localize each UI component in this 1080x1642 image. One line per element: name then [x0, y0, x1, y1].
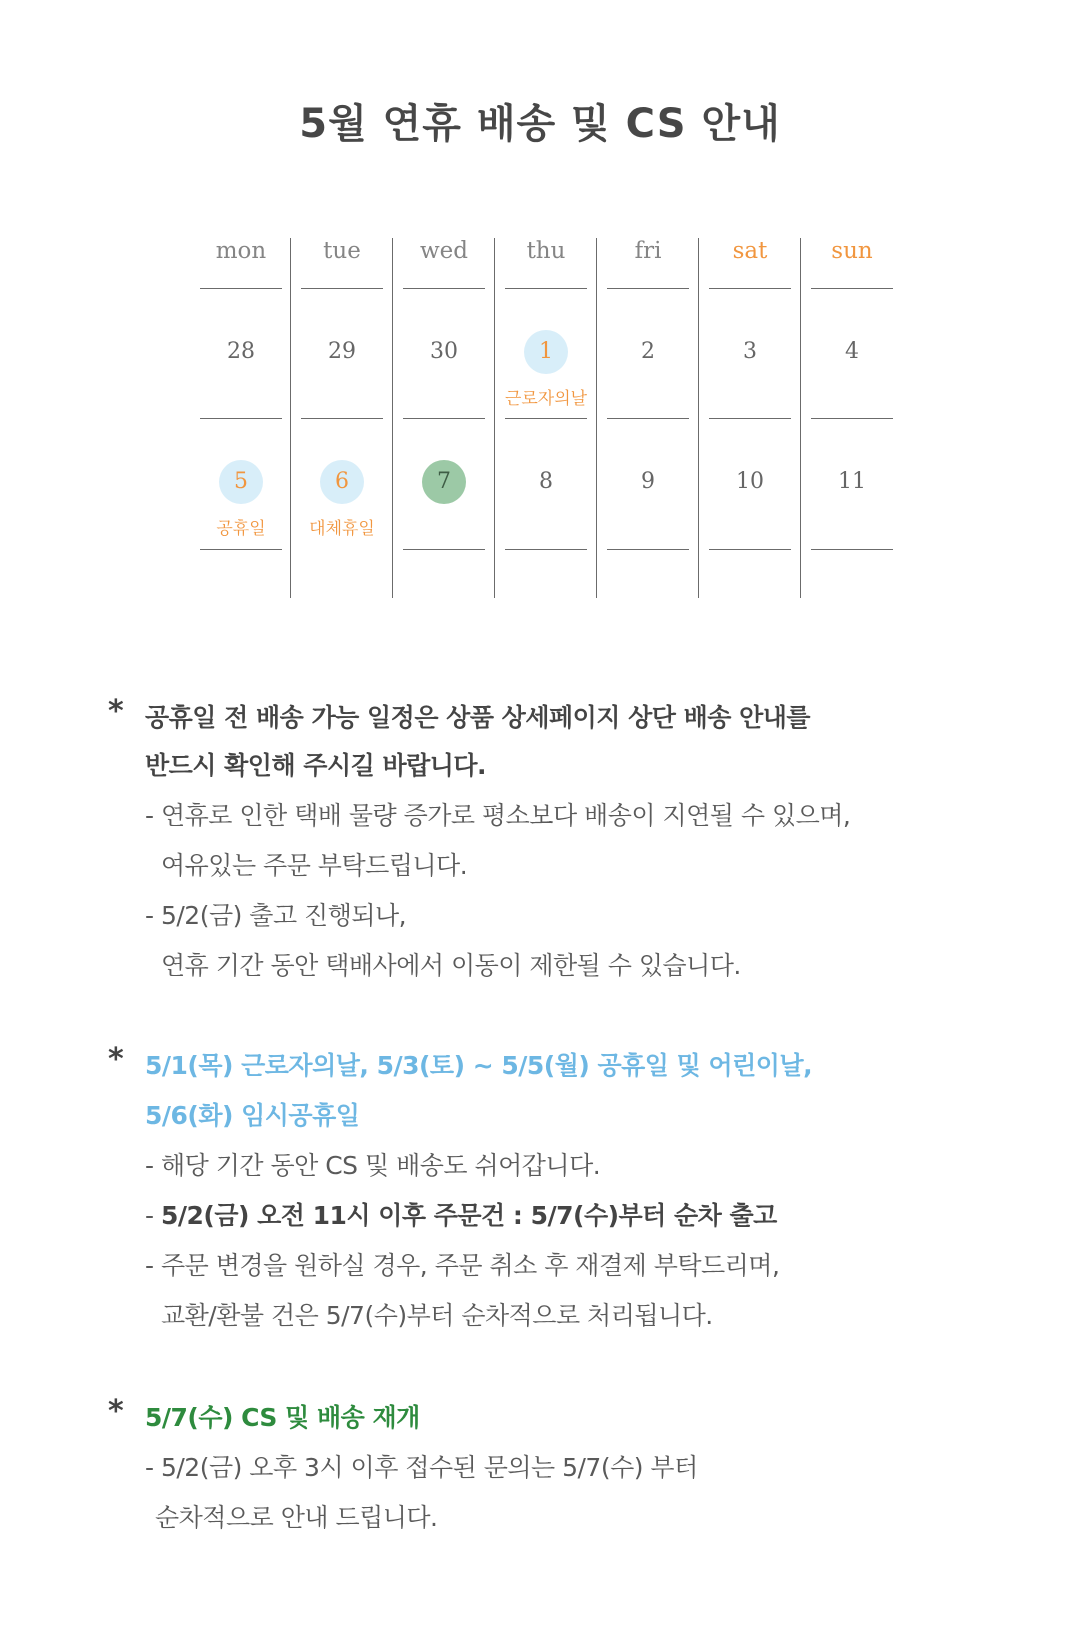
day-header-thu: thu	[526, 238, 566, 264]
date-29: 29	[328, 339, 356, 364]
notice-2-line-1: 5/1(목) 근로자의날, 5/3(토) ~ 5/5(월) 공휴일 및 어린이날,	[145, 1051, 813, 1080]
row-divider	[200, 288, 282, 289]
notice-2-line-4-emphasis: 5/2(금) 오전 11시 이후 주문건 : 5/7(수)부터 순차 출고	[160, 1201, 777, 1230]
day-header-sat: sat	[732, 238, 768, 264]
holiday-label-labor-day: 근로자의날	[504, 389, 588, 409]
day-column-thu	[495, 238, 597, 598]
holiday-label-public: 공휴일	[216, 519, 266, 539]
bullet-dash: -	[145, 1201, 161, 1230]
row-divider	[301, 288, 383, 289]
asterisk-icon: *	[108, 694, 124, 729]
notice-1-line-3: - 연휴로 인한 택배 물량 증가로 평소보다 배송이 지연될 수 있으며,	[145, 801, 851, 830]
date-1-holiday: 1	[524, 330, 568, 374]
date-30: 30	[430, 339, 458, 364]
row-divider	[811, 288, 893, 289]
day-header-tue: tue	[323, 238, 361, 264]
notice-3-line-2: - 5/2(금) 오후 3시 이후 접수된 문의는 5/7(수) 부터	[145, 1453, 698, 1482]
date-4: 4	[845, 339, 859, 364]
row-divider	[403, 549, 485, 550]
notice-1-line-6: 연휴 기간 동안 택배사에서 이동이 제한될 수 있습니다.	[161, 951, 741, 980]
day-column-fri	[597, 238, 699, 598]
date-10: 10	[736, 469, 764, 494]
notice-2-line-4	[145, 1196, 777, 1232]
row-divider	[200, 549, 282, 550]
row-divider	[301, 418, 383, 419]
asterisk-icon: *	[108, 1394, 124, 1429]
row-divider	[505, 288, 587, 289]
row-divider	[607, 288, 689, 289]
page-title: 5월 연휴 배송 및 CS 안내	[299, 101, 781, 147]
row-divider	[709, 549, 791, 550]
row-divider	[811, 418, 893, 419]
date-6-holiday: 6	[320, 460, 364, 504]
date-3: 3	[743, 339, 757, 364]
row-divider	[505, 418, 587, 419]
notice-1-line-4: 여유있는 주문 부탁드립니다.	[161, 851, 468, 880]
day-header-fri: fri	[634, 238, 662, 264]
row-divider	[403, 288, 485, 289]
day-column-sun	[801, 238, 903, 598]
row-divider	[200, 418, 282, 419]
notice-1-line-1: 공휴일 전 배송 가능 일정은 상품 상세페이지 상단 배송 안내를	[145, 703, 811, 732]
notice-2-line-3: - 해당 기간 동안 CS 및 배송도 쉬어갑니다.	[145, 1151, 601, 1180]
date-5-holiday: 5	[219, 460, 263, 504]
day-column-wed	[393, 238, 495, 598]
notice-3-line-1: 5/7(수) CS 및 배송 재개	[145, 1403, 420, 1432]
day-column-tue	[291, 238, 393, 598]
day-header-wed: wed	[419, 238, 469, 264]
date-11: 11	[838, 469, 866, 494]
day-column-mon	[190, 238, 292, 598]
date-9: 9	[641, 469, 655, 494]
notice-2-line-2: 5/6(화) 임시공휴일	[145, 1101, 360, 1130]
notice-1-line-5: - 5/2(금) 출고 진행되나,	[145, 901, 407, 930]
notice-1-line-2: 반드시 확인해 주시길 바랍니다.	[145, 751, 487, 780]
date-2: 2	[641, 339, 655, 364]
notice-2-line-6: 교환/환불 건은 5/7(수)부터 순차적으로 처리됩니다.	[161, 1301, 713, 1330]
date-8: 8	[539, 469, 553, 494]
date-7-resume: 7	[422, 460, 466, 504]
calendar	[190, 238, 895, 598]
row-divider	[403, 418, 485, 419]
notice-3-line-3: 순차적으로 안내 드립니다.	[155, 1503, 438, 1532]
row-divider	[709, 288, 791, 289]
day-header-sun: sun	[831, 238, 873, 264]
date-28: 28	[227, 339, 255, 364]
row-divider	[607, 418, 689, 419]
asterisk-icon: *	[108, 1042, 124, 1077]
row-divider	[505, 549, 587, 550]
row-divider	[811, 549, 893, 550]
day-column-sat	[699, 238, 801, 598]
day-header-mon: mon	[215, 238, 267, 264]
holiday-label-substitute: 대체휴일	[309, 519, 375, 539]
row-divider	[607, 549, 689, 550]
row-divider	[709, 418, 791, 419]
notice-2-line-5: - 주문 변경을 원하실 경우, 주문 취소 후 재결제 부탁드리며,	[145, 1251, 780, 1280]
